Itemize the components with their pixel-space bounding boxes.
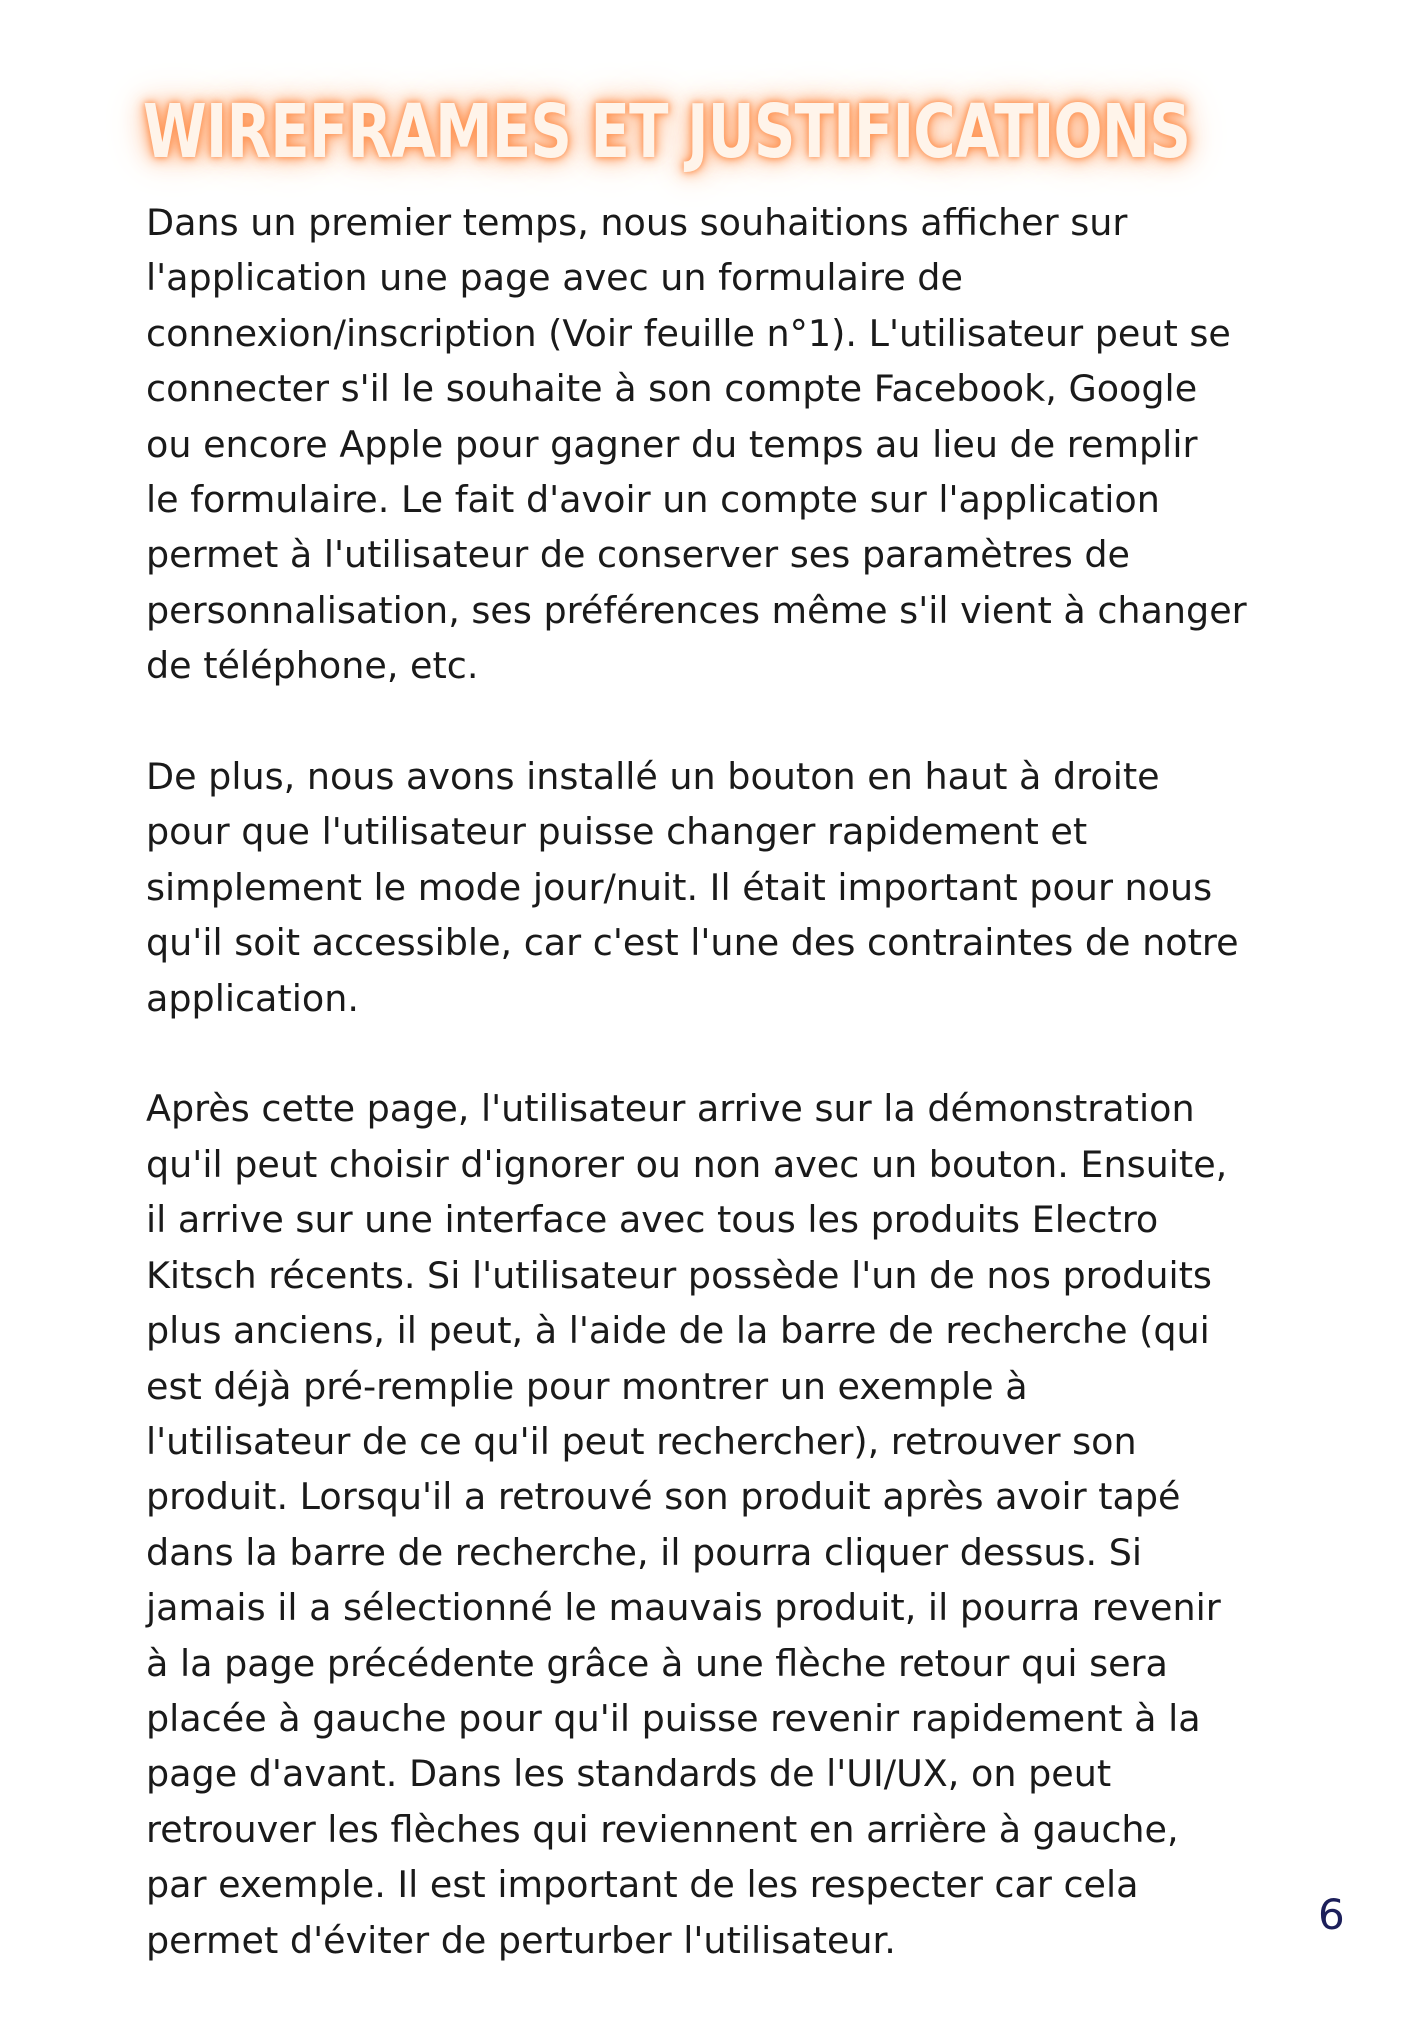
page-number: 6 [1318,1890,1345,1939]
paragraph-login-form: Dans un premier temps, nous souhaitions afficher sur l'application une page avec un formulaire de connexion/inscription (Voir feuille n°1). L'utilisateur peut se connecter s'il le souhaite à son compte Facebook, Google ou encore Apple pour gagner du temps au lieu de remplir le formulaire. Le fait d'avoir un compte sur l'application permet à l'utilisateur de conserver ses paramètres de personnalisation, ses préférences même s'il vient à changer de téléphone, etc. [146,201,1247,688]
paragraph-search-and-navigation: Après cette page, l'utilisateur arrive sur la démonstration qu'il peut choisir d'ignorer ou non avec un bouton. Ensuite, il arrive sur une interface avec tous les produits Electro Kitsch récents. Si l'utilisateur possède l'un de nos produits plus anciens, il peut, à l'aide de la barre de recherche (qui est déjà pré-remplie pour montrer un exemple à l'utilisateur de ce qu'il peut rechercher), retrouver son produit. Lorsqu'il a retrouvé son produit après avoir tapé dans la barre de recherche, il pourra cliquer dessus. Si jamais il a sélectionné le mauvais produit, il pourra revenir à la page précédente grâce à une flèche retour qui sera placée à gauche pour qu'il puisse revenir rapidement à la page d'avant. Dans les standards de l'UI/UX, on peut retrouver les flèches qui reviennent en arrière à gauche, par exemple. Il est important de les respecter car cela permet d'éviter de perturber l'utilisateur. [146,1087,1228,1962]
body-text [146,195,1296,2023]
paragraph-day-night-toggle: De plus, nous avons installé un bouton en haut à droite pour que l'utilisateur puisse changer rapidement et simplement le mode jour/nuit. Il était important pour nous qu'il soit accessible, car c'est l'une des contraintes de notre application. [146,755,1239,1020]
page-title: WIREFRAMES ET JUSTIFICATIONS [143,89,1191,175]
